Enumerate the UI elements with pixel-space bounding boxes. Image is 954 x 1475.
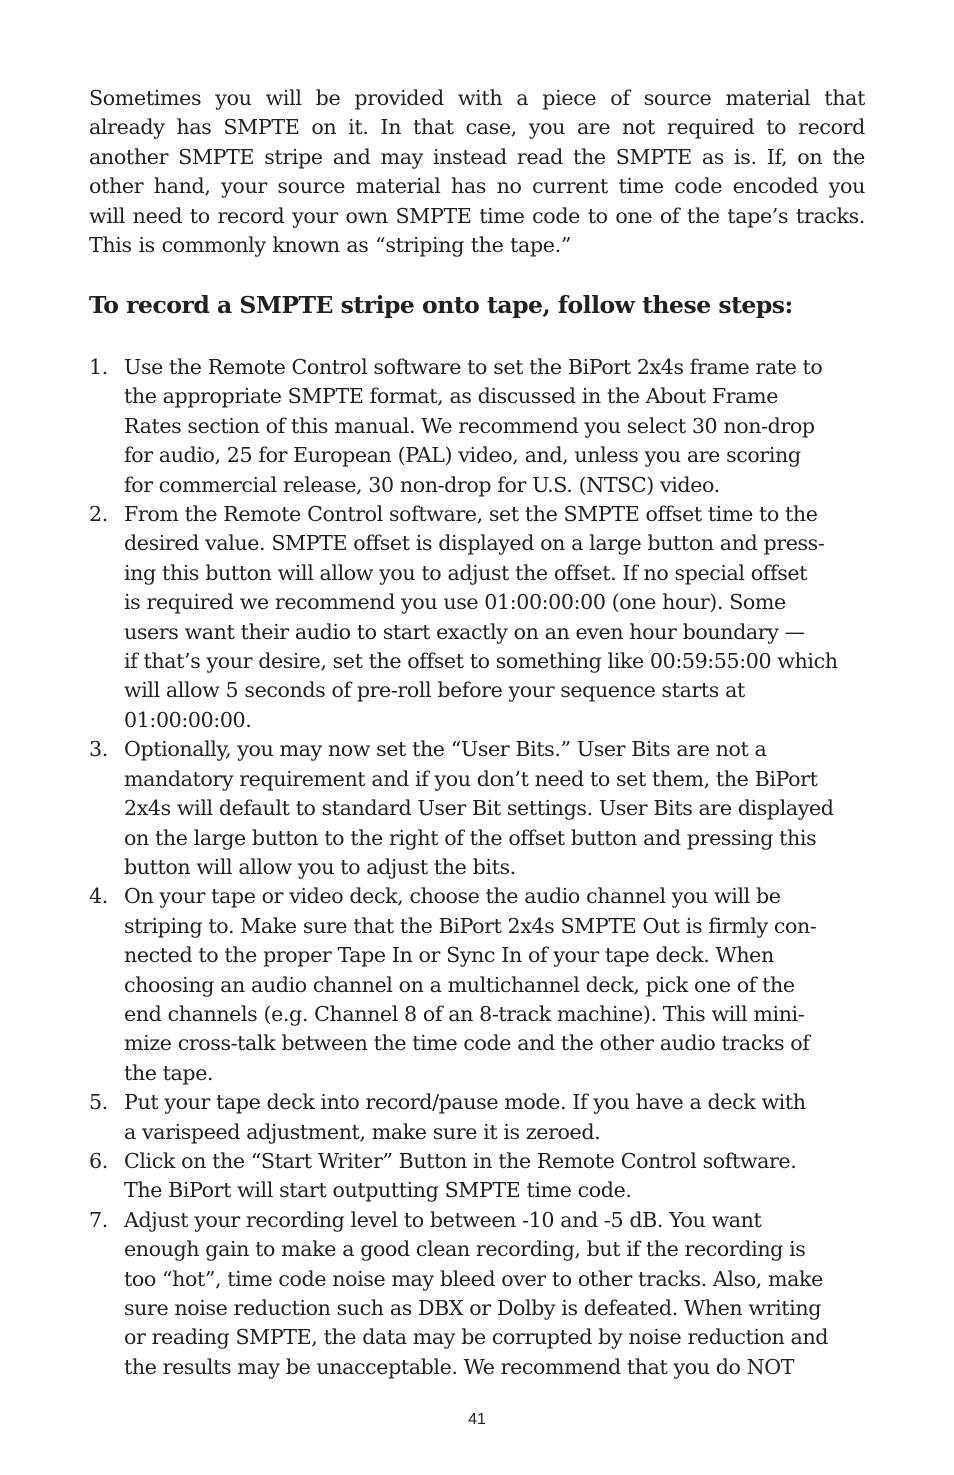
step-text-line: too “hot”, time code noise may bleed over to other tracks. Also, make [124, 1266, 823, 1291]
step-text-line: Use the Remote Control software to set the BiPort 2x4s frame rate to [124, 355, 823, 379]
step-text-line: is required we recommend you use 01:00:00:00 (one hour). Some [124, 590, 786, 615]
step-number: 4. [89, 884, 108, 909]
step-text-line: Rates section of this manual. We recommend you select 30 non-drop [124, 413, 815, 438]
step-4 [89, 882, 884, 1088]
step-text-line: on the large button to the right of the offset button and pressing this [124, 825, 817, 850]
step-text-line: nected to the proper Tape In or Sync In of your tape deck. When [124, 943, 774, 968]
step-text-line: if that’s your desire, set the offset to something like 00:59:55:00 which [124, 649, 838, 674]
step-text-line: striping to. Make sure that the BiPort 2x4s SMPTE Out is firmly con- [124, 913, 817, 938]
step-number: 3. [89, 737, 108, 762]
step-text-line: On your tape or video deck, choose the audio channel you will be [124, 884, 781, 909]
step-text-line: enough gain to make a good clean recording, but if the recording is [124, 1237, 806, 1262]
step-text-line: a varispeed adjustment, make sure it is zeroed. [124, 1119, 601, 1144]
step-number: 5. [89, 1090, 108, 1115]
step-text-line: the appropriate SMPTE format, as discussed in the About Frame [124, 384, 778, 409]
step-text-line: 01:00:00:00. [124, 707, 252, 732]
step-text-line: or reading SMPTE, the data may be corrupted by noise reduction and [124, 1325, 829, 1350]
step-2 [89, 500, 884, 735]
step-text-line: users want their audio to start exactly on an even hour boundary — [124, 619, 805, 644]
step-3 [89, 735, 884, 882]
step-number: 6. [89, 1148, 108, 1173]
step-number: 7. [89, 1207, 108, 1232]
step-text-line: button will allow you to adjust the bits. [124, 854, 516, 879]
step-text-line: Click on the “Start Writer” Button in the Remote Control software. [124, 1148, 797, 1173]
step-6 [89, 1147, 884, 1206]
step-text-line: for audio, 25 for European (PAL) video, and, unless you are scoring [124, 443, 801, 468]
step-text-line: the tape. [124, 1060, 214, 1085]
page-number: 41 [468, 1411, 486, 1428]
step-text-line: mize cross-talk between the time code and the other audio tracks of [124, 1031, 810, 1056]
steps-list [89, 353, 879, 1382]
step-text-line: for commercial release, 30 non-drop for U.S. (NTSC) video. [124, 472, 720, 497]
step-text-line: ing this button will allow you to adjust the offset. If no special offset [124, 560, 808, 585]
step-text-line: From the Remote Control software, set the SMPTE offset time to the [124, 502, 818, 527]
step-text-line: Adjust your recording level to between -10 and -5 dB. You want [124, 1207, 762, 1232]
step-text-line: mandatory requirement and if you don’t need to set them, the BiPort [124, 766, 818, 791]
step-text-line: The BiPort will start outputting SMPTE time code. [124, 1178, 632, 1203]
step-text-line: the results may be unacceptable. We recommend that you do NOT [124, 1354, 795, 1379]
step-text-line: 2x4s will default to standard User Bit settings. User Bits are displayed [124, 796, 834, 821]
step-text-line: end channels (e.g. Channel 8 of an 8-track machine). This will mini- [124, 1001, 805, 1026]
step-text-line: choosing an audio channel on a multichannel deck, pick one of the [124, 972, 795, 997]
step-text-line: will allow 5 seconds of pre-roll before your sequence starts at [124, 678, 745, 703]
step-number: 1. [89, 355, 108, 379]
step-text-line: sure noise reduction such as DBX or Dolby is defeated. When writing [124, 1296, 821, 1320]
section-heading: To record a SMPTE stripe onto tape, follow these steps: [89, 291, 793, 319]
step-1 [89, 353, 884, 500]
step-text-line: desired value. SMPTE offset is displayed on a large button and press- [124, 531, 825, 556]
step-5 [89, 1088, 884, 1147]
step-text-line: Put your tape deck into record/pause mode. If you have a deck with [124, 1090, 806, 1115]
step-7 [89, 1206, 884, 1382]
intro-paragraph: Sometimes you will be provided with a piece of source material that already has SMPTE on it. In that case, you are not required to record another SMPTE stripe and may instead read the SMPTE as is. If, on the other hand, your source material has no current time code encoded you will need to record your own SMPTE time code to one of the tape’s tracks. This is commonly known as “striping the tape.” [89, 86, 865, 258]
step-number: 2. [89, 502, 108, 527]
step-text-line: Optionally, you may now set the “User Bits.” User Bits are not a [124, 737, 767, 762]
